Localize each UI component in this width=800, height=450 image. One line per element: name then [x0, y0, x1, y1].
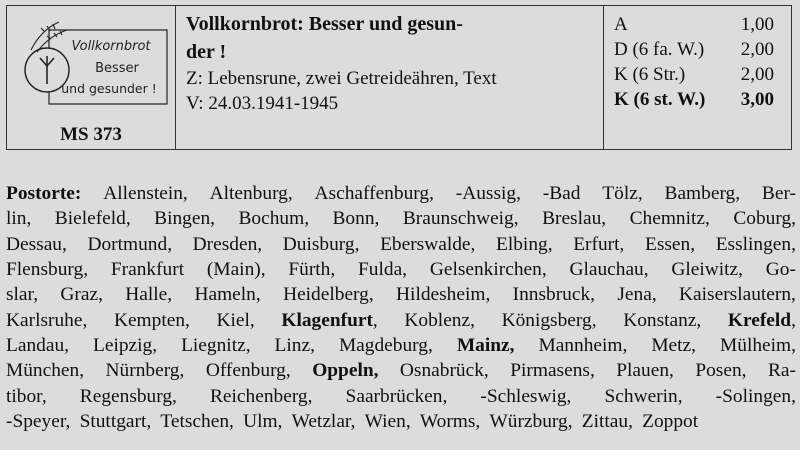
- word: Landau,: [6, 335, 69, 357]
- word: Regensburg,: [79, 385, 177, 407]
- place-name: [728, 308, 796, 333]
- word: Mannheim,: [538, 335, 628, 357]
- place-name: [430, 257, 547, 282]
- word: Posen,: [695, 360, 747, 382]
- word: Dresden,: [192, 233, 263, 255]
- word: Braunschweig,: [402, 208, 519, 230]
- text-line: [6, 333, 796, 358]
- place-name: [193, 232, 262, 257]
- word: Altenburg,: [209, 183, 293, 204]
- place-name: [6, 333, 69, 358]
- place-name: [671, 257, 743, 282]
- word: Wetzlar,: [291, 411, 356, 433]
- word: (Main),: [206, 259, 266, 281]
- stamp-cell: [7, 6, 175, 149]
- word: Duisburg,: [282, 233, 360, 255]
- variant-price: 1,00: [740, 14, 774, 35]
- word: Saarbrücken,: [345, 385, 448, 407]
- place-name: [457, 333, 515, 358]
- text-line: [6, 409, 796, 434]
- word: Gelsenkirchen,: [429, 259, 547, 281]
- place-name: [513, 282, 595, 307]
- place-name: [762, 181, 796, 206]
- word: Halle,: [125, 284, 173, 306]
- word: Fürth,: [288, 259, 336, 281]
- variant-row: [614, 87, 784, 112]
- word: Erfurt,: [573, 233, 625, 255]
- word: Esslingen,: [715, 233, 796, 255]
- place-name: [333, 206, 380, 231]
- word: Zittau,: [581, 411, 633, 433]
- word: Kaiserslautern,: [679, 284, 796, 306]
- bold-place-name: Postorte:: [6, 183, 82, 204]
- word: Bingen,: [154, 208, 216, 230]
- word: Plauen,: [616, 360, 674, 382]
- word: Ber-: [761, 183, 796, 204]
- place-name: [489, 409, 577, 434]
- word: Leipzig,: [93, 335, 158, 357]
- variant-label: A: [614, 14, 628, 35]
- stamp-text-line-2: Besser: [95, 61, 139, 76]
- place-name: [400, 358, 489, 383]
- place-name: [6, 181, 81, 206]
- text-line: [6, 206, 796, 231]
- place-name: [238, 206, 309, 231]
- word: Wien,: [364, 411, 411, 433]
- word: Dortmund,: [87, 233, 173, 255]
- word: Jena,: [617, 284, 657, 306]
- word: Allenstein,: [103, 183, 188, 204]
- word: Frankfurt: [110, 259, 185, 281]
- word: Nürnberg,: [105, 360, 185, 382]
- word: Zoppot: [642, 411, 699, 433]
- word: Magdeburg,: [338, 335, 433, 357]
- motif-line: Z: Lebensrune, zwei Getreideähren, Text: [186, 68, 497, 89]
- word: Gleiwitz,: [671, 259, 744, 281]
- text-line: [6, 232, 796, 257]
- place-name: [114, 308, 190, 333]
- place-name: [420, 409, 485, 434]
- word: Tölz,: [602, 183, 643, 204]
- place-name: [602, 181, 642, 206]
- place-name: [768, 358, 796, 383]
- place-name: [651, 333, 696, 358]
- place-name: [312, 358, 378, 383]
- place-name: [6, 384, 47, 409]
- description-cell: [186, 10, 581, 116]
- place-name: [538, 333, 627, 358]
- place-name: [194, 282, 260, 307]
- text-line: [6, 384, 796, 409]
- place-name: [573, 232, 624, 257]
- place-name: [380, 232, 475, 257]
- variant-row: [614, 62, 784, 87]
- place-name: [6, 257, 88, 282]
- place-name: [6, 206, 31, 231]
- place-name: [315, 181, 434, 206]
- word: Mülheim,: [720, 335, 796, 357]
- place-name: [80, 409, 156, 434]
- text-line: [6, 358, 796, 383]
- place-name: [206, 358, 291, 383]
- word: tibor,: [6, 385, 47, 407]
- place-name: [346, 384, 448, 409]
- place-name: [106, 358, 185, 383]
- word: lin,: [6, 208, 32, 230]
- word: Reichenberg,: [209, 385, 313, 407]
- word: ,: [791, 309, 796, 331]
- place-name: [6, 282, 38, 307]
- place-name: [720, 333, 796, 358]
- bold-place-name: Oppeln,: [312, 360, 379, 382]
- word: Coburg,: [733, 208, 796, 230]
- text-line: [6, 308, 796, 333]
- place-name: [665, 181, 741, 206]
- variant-label: K (6 st. W.): [614, 89, 706, 110]
- variant-price: 2,00: [740, 39, 774, 60]
- place-name: [365, 409, 416, 434]
- text-line: [6, 282, 796, 307]
- place-name: [733, 206, 796, 231]
- stamp-text-line-1: Vollkornbrot: [71, 39, 151, 54]
- place-name: [181, 333, 250, 358]
- place-name: [6, 358, 84, 383]
- word: Breslau,: [542, 208, 607, 230]
- word: Dessau,: [6, 233, 67, 255]
- postmark-stamp-image: [19, 20, 169, 115]
- place-name: [243, 409, 287, 434]
- variant-label: K (6 Str.): [614, 64, 686, 85]
- variant-price: 3,00: [740, 89, 774, 110]
- place-name: [616, 358, 674, 383]
- word: Elbing,: [496, 233, 553, 255]
- place-name: [569, 257, 648, 282]
- variant-row: [614, 37, 784, 62]
- place-name: [292, 409, 360, 434]
- word: Koblenz,: [404, 309, 475, 331]
- word: Glauchau,: [569, 259, 649, 281]
- bold-place-name: Klagenfurt: [281, 309, 373, 331]
- place-name: [542, 206, 606, 231]
- place-name: [716, 232, 796, 257]
- word: slar,: [6, 284, 39, 306]
- column-divider: [175, 6, 176, 149]
- word: Kempten,: [113, 309, 190, 331]
- place-name: [716, 384, 796, 409]
- place-name: [358, 257, 407, 282]
- word: Würzburg,: [489, 411, 573, 433]
- word: Linz,: [274, 335, 315, 357]
- place-name: [283, 282, 374, 307]
- place-name: [210, 384, 312, 409]
- word: Königsberg,: [501, 309, 597, 331]
- place-name: [582, 409, 638, 434]
- word: München,: [6, 360, 85, 382]
- place-name: [456, 181, 521, 206]
- place-name: [339, 333, 433, 358]
- word: Bamberg,: [664, 183, 741, 204]
- word: Hameln,: [194, 284, 261, 306]
- word: Bonn,: [332, 208, 380, 230]
- place-name: [275, 333, 315, 358]
- word: Flensburg,: [6, 259, 89, 281]
- place-name: [403, 206, 519, 231]
- place-name: [87, 232, 172, 257]
- place-name: [630, 206, 710, 231]
- column-divider: [603, 6, 604, 149]
- place-name: [617, 282, 656, 307]
- place-name: [510, 358, 595, 383]
- place-name: [154, 206, 215, 231]
- variant-label: D (6 fa. W.): [614, 39, 705, 60]
- catalog-number: MS 373: [60, 124, 122, 145]
- word: Hildesheim,: [396, 284, 491, 306]
- word: Go-: [765, 259, 796, 281]
- word: Liegnitz,: [181, 335, 251, 357]
- entry-title: Vollkornbrot: Besser und gesun-: [186, 13, 463, 35]
- validity-line: V: 24.03.1941-1945: [186, 93, 339, 114]
- place-name: [502, 308, 597, 333]
- place-name: [543, 181, 581, 206]
- word: Chemnitz,: [629, 208, 710, 230]
- place-name: [623, 308, 701, 333]
- place-name: [217, 308, 255, 333]
- place-name: [404, 308, 475, 333]
- place-name: [605, 384, 683, 409]
- place-name: [207, 257, 266, 282]
- bold-place-name: Mainz,: [456, 335, 515, 357]
- word: Tetschen,: [160, 411, 234, 433]
- post-locations-paragraph: [6, 181, 796, 434]
- word: Stuttgart,: [79, 411, 152, 433]
- place-name: [496, 232, 553, 257]
- place-name: [6, 409, 75, 434]
- place-name: [679, 282, 796, 307]
- word: Graz,: [60, 284, 103, 306]
- word: -Schleswig,: [480, 385, 572, 407]
- place-name: [766, 257, 796, 282]
- word: Offenburg,: [205, 360, 291, 382]
- place-name: [283, 232, 360, 257]
- place-name: [111, 257, 184, 282]
- word: Essen,: [644, 233, 696, 255]
- place-name: [103, 181, 188, 206]
- place-name: [210, 181, 293, 206]
- word: Heidelberg,: [283, 284, 374, 306]
- word: Eberswalde,: [380, 233, 476, 255]
- place-name: [55, 206, 131, 231]
- word: Konstanz,: [623, 309, 702, 331]
- place-name: [125, 282, 172, 307]
- text-line: [6, 181, 796, 206]
- place-name: [93, 333, 157, 358]
- place-name: [695, 358, 746, 383]
- place-name: [6, 308, 87, 333]
- word: ,: [372, 309, 378, 331]
- variant-row: [614, 12, 784, 37]
- word: Fulda,: [358, 259, 408, 281]
- text-line: [6, 257, 796, 282]
- word: -Solingen,: [715, 385, 796, 407]
- variant-price: 2,00: [740, 64, 774, 85]
- place-name: [645, 232, 695, 257]
- word: Karlsruhe,: [6, 309, 88, 331]
- place-name: [480, 384, 571, 409]
- word: Osnabrück,: [399, 360, 489, 382]
- place-name: [642, 409, 703, 434]
- catalog-entry: [6, 5, 792, 150]
- variants-cell: [614, 12, 784, 112]
- place-name: [6, 232, 67, 257]
- place-name: [60, 282, 103, 307]
- place-name: [396, 282, 490, 307]
- word: Bochum,: [238, 208, 310, 230]
- word: Bielefeld,: [54, 208, 131, 230]
- word: Kiel,: [216, 309, 255, 331]
- word: Pirmasens,: [510, 360, 595, 382]
- entry-title-continued: der !: [186, 41, 227, 63]
- word: -Aussig,: [455, 183, 521, 204]
- word: -Speyer,: [6, 411, 71, 433]
- word: Worms,: [419, 411, 481, 433]
- bold-place-name: Krefeld: [727, 309, 792, 331]
- word: Ra-: [767, 360, 796, 382]
- stamp-text-line-3: und gesunder !: [61, 81, 157, 96]
- place-name: [80, 384, 177, 409]
- word: Metz,: [651, 335, 697, 357]
- word: Ulm,: [243, 411, 283, 433]
- place-name: [288, 257, 335, 282]
- word: Aschaffenburg,: [314, 183, 434, 204]
- word: -Bad: [542, 183, 581, 204]
- word: Innsbruck,: [512, 284, 596, 306]
- word: Schwerin,: [604, 385, 683, 407]
- place-name: [281, 308, 377, 333]
- place-name: [160, 409, 238, 434]
